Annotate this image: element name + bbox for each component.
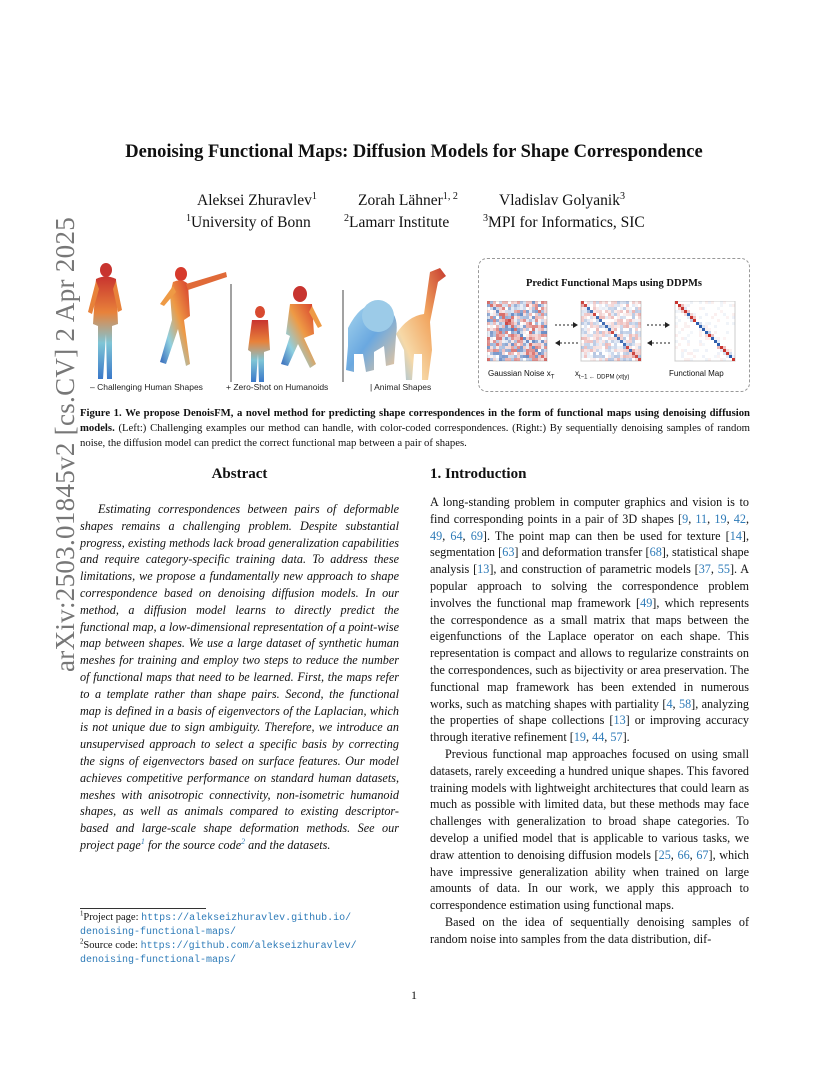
arrow-back-icon	[555, 340, 578, 346]
text-run: ] or improving accuracy through iterative refinement [	[430, 713, 749, 745]
text-run: ].	[622, 730, 630, 745]
introduction-heading: 1. Introduction	[430, 466, 527, 482]
text-run: ,	[689, 847, 697, 862]
affiliation-1: $^1$University of Bonn	[186, 212, 311, 231]
citation-link[interactable]: 49	[640, 595, 653, 610]
citation-link[interactable]: 25	[658, 847, 671, 862]
citation-link[interactable]: 64	[450, 528, 463, 543]
citation-link[interactable]: 68	[649, 545, 662, 560]
author-2: Zorah Lähner$^{1, 2}$	[358, 190, 458, 209]
citation-link[interactable]: 37	[698, 562, 711, 577]
affiliation-3: $^3$MPI for Informatics, SIC	[483, 212, 645, 231]
text-run: Previous functional map approaches focused on using small datasets, rarely exceeding a hundred unique shapes. This favored training models with lightweight architectures that could learn as much as possible with limited data, but these methods may face challenges with generalization to broad shape categories. To develop a unified model that is applicable to various tasks, we draw attention to denoising diffusion models [	[430, 746, 749, 862]
shapes-illustration	[78, 254, 473, 400]
footnotes	[80, 911, 410, 967]
source-code-link[interactable]: https://github.com/alekseizhuravlev/	[140, 941, 357, 952]
text-run: ,	[442, 528, 451, 543]
text-run: ], and construction of parametric models [	[489, 562, 699, 577]
citation-link[interactable]: 55	[717, 562, 730, 577]
source-code-link-cont[interactable]: denoising-functional-maps/	[80, 955, 237, 966]
citation-link[interactable]: 4	[666, 696, 673, 711]
introduction-text	[430, 494, 749, 948]
intro-paragraph-3: Based on the idea of sequentially denoising samples of random noise into samples from the data distribution, dif-	[430, 914, 749, 946]
human-shape-2	[160, 267, 227, 366]
arrow-forward-icon	[555, 322, 578, 328]
ddpm-label: $x_{t-1 \leftarrow DDPM (xt|y)}$	[575, 369, 630, 381]
citation-link[interactable]: 13	[477, 562, 490, 577]
text-run: ], which represents the correspondence as a small matrix that maps between the eigenfunctions of the Laplace operator on each shape. This representation is compact and allows to regularize constraints on the correspondences, such as bijectivity or area preservation. The functional map framework has been extended in numerous works, such as matching shapes with partiality [	[430, 595, 749, 711]
text-run: ,	[707, 511, 715, 526]
text-run: ,	[672, 696, 679, 711]
citation-link[interactable]: 69	[470, 528, 483, 543]
page-number: 1	[411, 988, 417, 1002]
text-run: ,	[604, 730, 611, 745]
text-run: ]. A popular approach to solving the correspondence problem involves the functional map framework [	[430, 562, 750, 610]
text-run: ,	[745, 511, 750, 526]
humanoid-shape-2	[281, 286, 322, 368]
citation-link[interactable]: 14	[729, 528, 742, 543]
abstract-heading: Abstract	[211, 466, 268, 482]
text-run: ,	[462, 528, 471, 543]
legend-human: – Challenging Human Shapes	[90, 382, 203, 392]
text-run: ], segmentation [	[430, 528, 750, 560]
footnote-ref-1[interactable]: 1	[140, 836, 145, 846]
citation-link[interactable]: 9	[682, 511, 689, 526]
abstract-text: Estimating correspondences between pairs of deformable shapes remains a challenging problem. Despite substantial progress, existing methods lack broad generalization capabilities and require category-specific training data. To address these limitations, we propose a fundamentally new approach to shape correspondence based on denoising diffusion models. In our method, a diffusion model learns to directly predict the functional map, a low-dimensional representation of a point-wise map between shapes. We use a large dataset of synthetic human meshes for training and employ two steps to reduce the number of functional maps that need to be learned. First, the maps refer to a template rather than shape pairs. Second, the functional map is defined in a basis of eigenvectors of the Laplacian, which is not unique due to sign ambiguity. Therefore, we introduce an unsupervised approach to select a specific basis by correcting the signs of eigenvectors based on surface features. Our model achieves competitive performance on standard human datasets, meshes with anisotropic connectivity, non-isometric humanoid shapes, as well as animals compared to existing descriptor-based and large-scale shape deformation methods. See our project page$^1$ for the source code$^2$ and the datasets.	[80, 502, 399, 852]
functional-map-label: Functional Map	[669, 369, 724, 378]
citation-link[interactable]: 13	[613, 713, 626, 728]
footnote-1: $^1$Project page: https://alekseizhuravlev.github.io/ denoising-functional-maps/	[80, 910, 352, 938]
intro-paragraph-2	[430, 746, 749, 914]
citation-link[interactable]: 49	[430, 528, 443, 543]
text-run: ,	[726, 511, 734, 526]
functional-map-matrix	[675, 301, 735, 361]
citation-link[interactable]: 63	[502, 545, 515, 560]
footnote-2: $^2$Source code: https://github.com/alekseizhuravlev/ denoising-functional-maps/	[80, 938, 357, 966]
arxiv-id-text: arXiv:2503.01845v2 [cs.CV] 2 Apr 2025	[50, 216, 80, 672]
paper-title: Denoising Functional Maps: Diffusion Models for Shape Correspondence	[125, 142, 703, 162]
diagram-title: Predict Functional Maps using DDPMs	[526, 278, 702, 289]
text-run: ]. The point map can then be used for texture [	[482, 528, 730, 543]
citation-link[interactable]: 19	[714, 511, 727, 526]
noise-label: Gaussian Noise $x_T$	[488, 369, 555, 381]
noise-matrix	[487, 301, 547, 361]
citation-link[interactable]: 19	[573, 730, 587, 745]
author-1: Aleksei Zhuravlev$^1$	[197, 190, 317, 209]
text-run: ,	[586, 730, 593, 745]
text-run: ], statistical shape analysis [	[430, 545, 750, 577]
author-3: Vladislav Golyanik$^3$	[499, 190, 625, 209]
arrow-forward-icon-2	[647, 322, 670, 328]
text-run: ], which have impressive generalization ability when trained on large amounts of data. In our work, we apply this approach to correspondence estimation using functional maps.	[430, 847, 750, 913]
citation-link[interactable]: 44	[592, 730, 605, 745]
human-shape-1	[88, 263, 122, 379]
citation-link[interactable]: 57	[610, 730, 623, 745]
legend-animal: | Animal Shapes	[370, 382, 432, 392]
matrix-sequence	[487, 301, 741, 371]
citation-link[interactable]: 58	[678, 696, 692, 711]
text-run: ,	[670, 847, 678, 862]
humanoid-shape-1	[248, 306, 270, 382]
figure-shapes	[78, 254, 473, 400]
footnote-ref-2[interactable]: 2	[241, 836, 246, 846]
intro-paragraph-1	[430, 494, 749, 746]
legend-zero-shot: + Zero-Shot on Humanoids	[226, 382, 329, 392]
text-run: A long-standing problem in computer graphics and vision is to find corresponding points in a pair of 3D shapes [	[430, 495, 749, 526]
citation-link[interactable]: 42	[733, 511, 746, 526]
arrow-back-icon-2	[647, 340, 670, 346]
citation-link[interactable]: 67	[696, 847, 709, 862]
animal-shape-giraffe	[396, 268, 446, 380]
diffusion-diagram	[478, 258, 750, 392]
citation-link[interactable]: 66	[677, 847, 690, 862]
text-run: ] and deformation transfer [	[514, 545, 650, 560]
footnote-rule	[80, 908, 206, 909]
affiliation-2: $^2$Lamarr Institute	[344, 212, 450, 231]
text-run: ,	[710, 562, 718, 577]
text-run: ], analyzing the properties of shape collections [	[430, 696, 750, 728]
citation-link[interactable]: 11	[695, 511, 708, 526]
project-page-link[interactable]: https://alekseizhuravlev.github.io/	[141, 913, 352, 924]
project-page-link-cont[interactable]: denoising-functional-maps/	[80, 927, 237, 938]
figure-caption: Figure 1. We propose DenoisFM, a novel method for predicting shape correspondences in the form of functional maps using denoising diffusion models. (Left:) Challenging examples our method can handle, with color-coded correspondences. (Right:) By sequentially denoising samples of random noise, the diffusion model can predict the correct functional map between a pair of shapes.	[80, 407, 750, 449]
intermediate-matrix	[581, 301, 641, 361]
text-run: ,	[688, 511, 696, 526]
animal-shape-lion	[346, 300, 397, 372]
arxiv-identifier	[10, 216, 80, 672]
